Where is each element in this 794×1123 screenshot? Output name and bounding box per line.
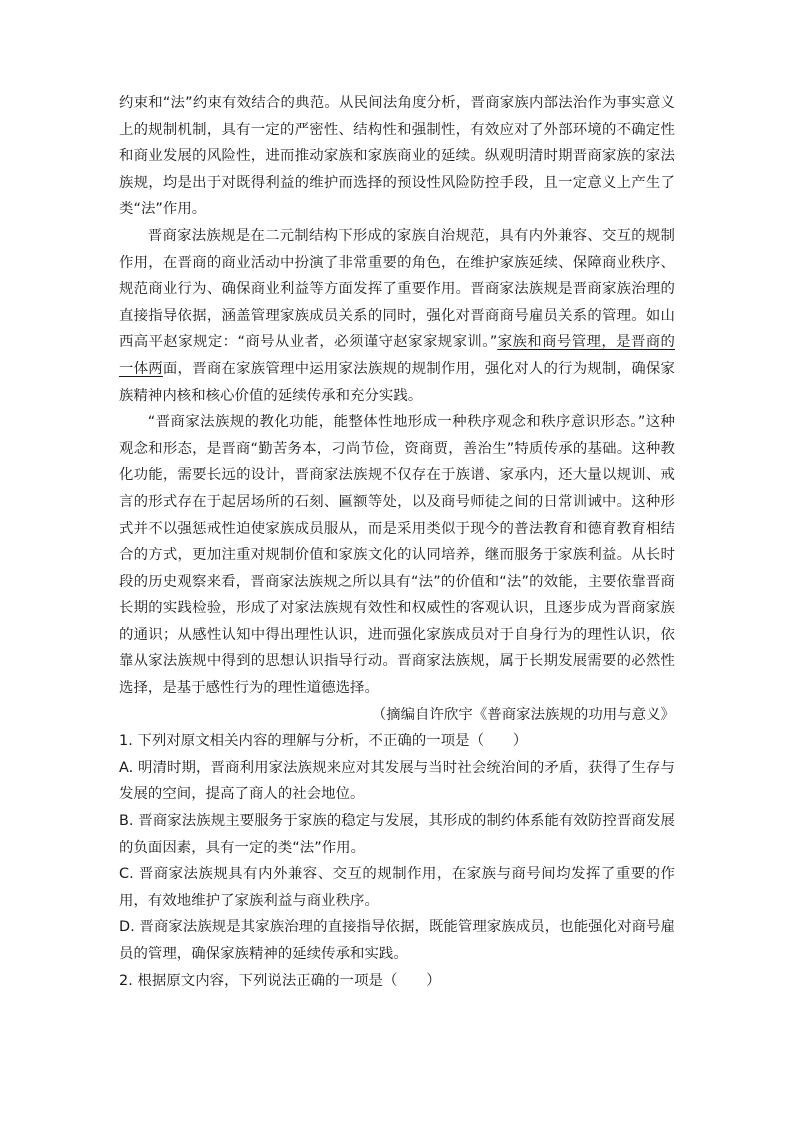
question-1-option-b: B. 晋商家法族规主要服务于家族的稳定与发展，其形成的制约体系能有效防控晋商发展的负面因素，具有一定的类“法”作用。 [119,813,675,856]
question-1-option-a: A. 明清时期，晋商利用家法族规来应对其发展与当时社会统治间的矛盾，获得了生存与发展的空间，提高了商人的社会地位。 [119,759,675,803]
document-page [119,90,675,994]
source-citation: （摘编自许欣宇《普商家法族规的功用与意义》 [371,706,675,723]
question-1-option-d: D. 晋商家法族规是其家族治理的直接指导依据，既能管理家族成员，也能强化对商号雇员的管理，确保家族精神的延续传承和实践。 [119,919,675,962]
question-1-option-c: C. 晋商家法族规具有内外兼容、交互的规制作用，在家族与商号间均发挥了重要的作用，有效地维护了家族利益与商业秩序。 [119,866,675,909]
paragraph-1: 约束和“法”约束有效结合的典范。从民间法角度分析，晋商家族内部法治作为事实意义上的规制机制，具有一定的严密性、结构性和强制性，有效应对了外部环境的不确定性和商业发展的风险性，进而推动家族和家族商业的延续。纵观明清时期晋商家族的家法族规，均是出于对既得利益的维护而选择的预设性风险防控手段，且一定意义上产生了类“法”作用。 [119,95,675,218]
paragraph-2-text-b: 面，晋商在家族管理中运用家法族规的规制作用，强化对人的行为规制，确保家族精神内核和核心价值的延续传承和充分实践。 [119,360,675,404]
paragraph-2 [119,223,675,409]
underlined-phrase: 家族和商号管理，是晋商的一体两 [119,334,675,377]
paragraph-3: “晋商家法族规的教化功能，能整体性地形成一种秩序观念和秩序意识形态。”这种观念和形态，是晋商“勤苦务本，刁尚节俭，资商贾，善治生”特质传承的基础。这种教化功能，需要长远的设计，晋商家法族规不仅存在于族谱、家承内，还大量以规训、戒言的形式存在于起居场所的石刻、匾额等处，以及商号师徒之间的日常训诫中。这种形式并不以强惩戒性迫使家族成员服从，而是采用类似于现今的普法教育和德育教育相结合的方式，更加注重对规制价值和家族文化的认同培养，继而服务于家族利益。从长时段的历史观察来看，晋商家法族规之所以具有“法”的价值和“法”的效能，主要依靠晋商长期的实践检验，形成了对家法族规有效性和权威性的客观认识，且逐步成为晋商家族的通识；从感性认知中得出理性认识，进而强化家族成员对于自身行为的理性认识，依靠从家法族规中得到的思想认识指导行动。晋商家法族规，属于长期发展需要的必然性选择，是基于感性行为的理性道德选择。 [119,414,675,697]
question-2-stem: 2. 根据原文内容，下列说法正确的一项是（ ） [119,972,441,989]
paragraph-2-text-a: 晋商家法族规是在二元制结构下形成的家族自治规范，具有内外兼容、交互的规制作用，在晋商的商业活动中扮演了非常重要的角色，在维护家族延续、保障商业秩序、规范商业行为、确保商业利益等方面发挥了重要作用。晋商家法族规是晋商家族治理的直接指导依据，涵盖管理家族成员关系的同时，强化对晋商商号雇员关系的管理。如山西高平赵家规定：“商号从业者，必须谨守赵家家规家训。” [119,227,675,351]
question-1-stem: 1. 下列对原文相关内容的理解与分析，不正确的一项是（ ） [119,733,528,750]
